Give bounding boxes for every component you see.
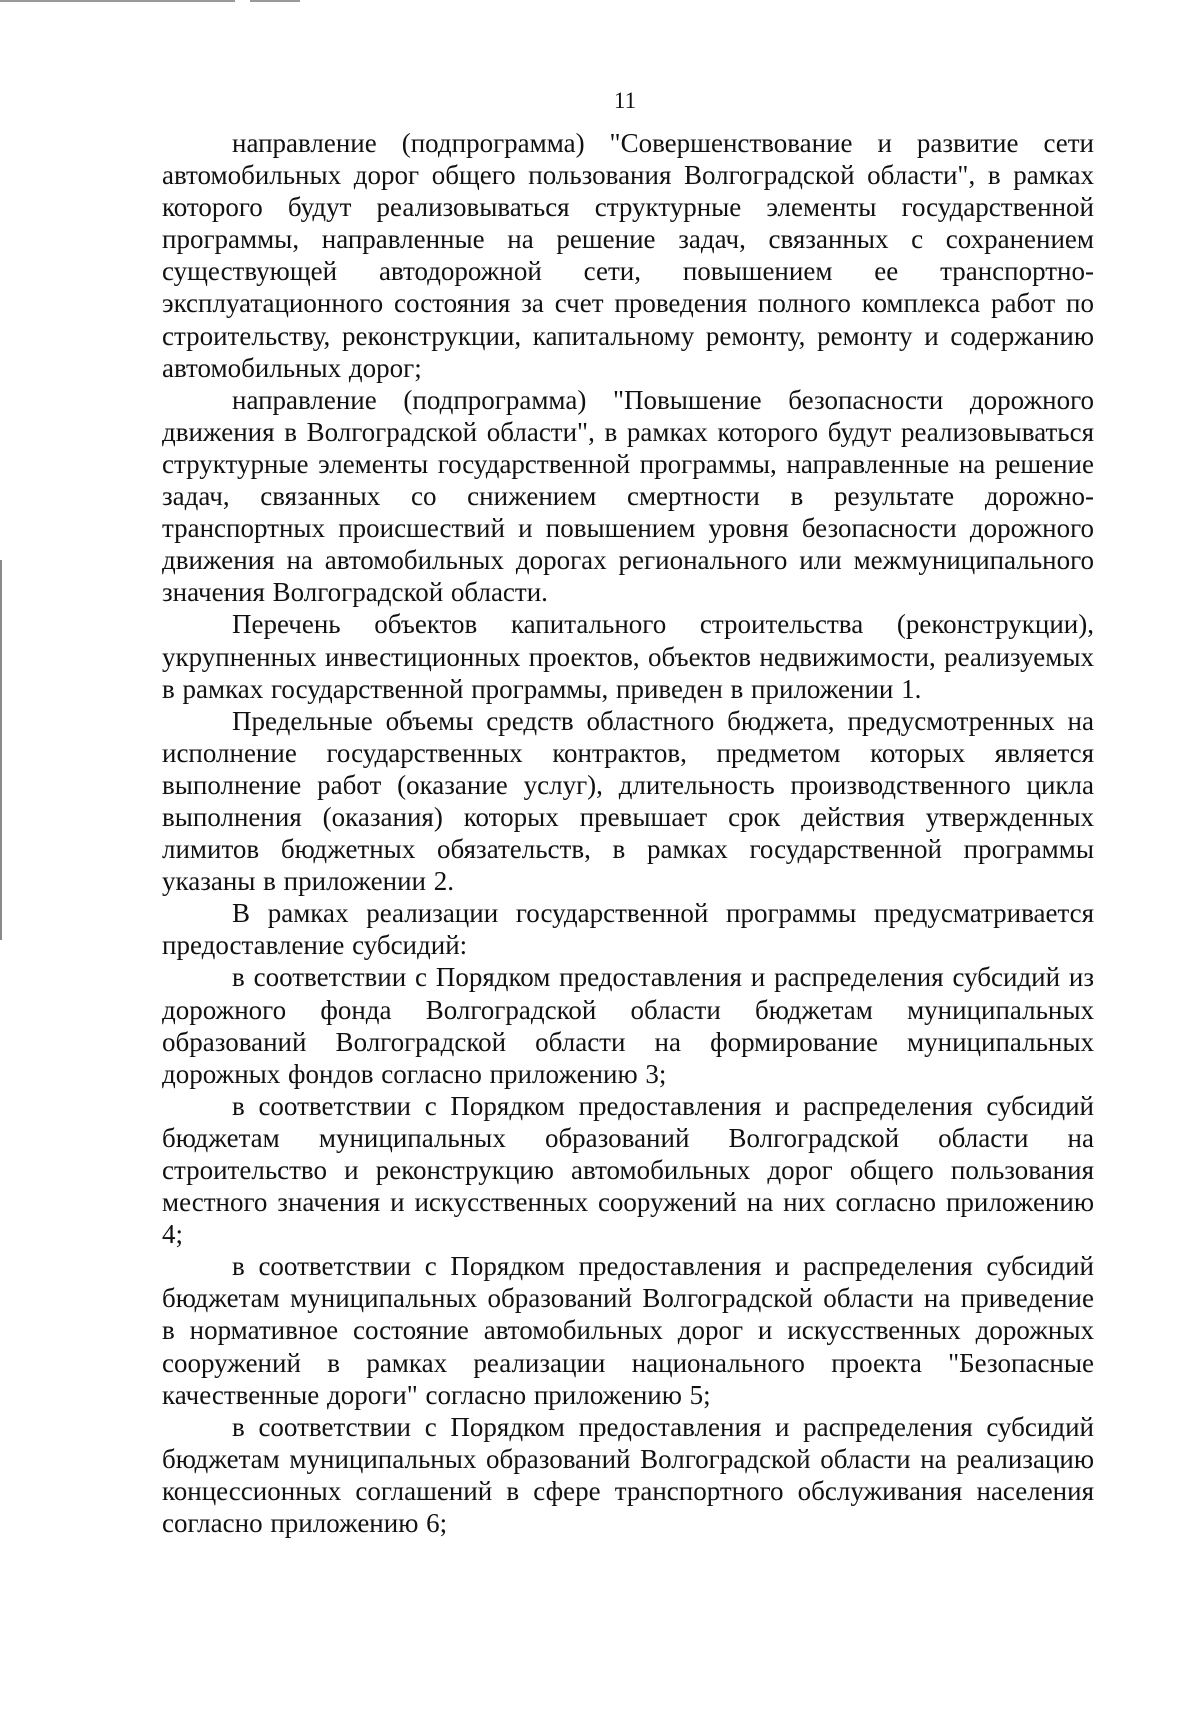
page-number: 11 xyxy=(613,88,637,113)
paragraph-subsidy-appendix-6: в соответствии с Порядком предоставления и распределения субсидий бюджетам муниципальных образований Волгоградской области на реализацию концессионных соглашений в сфере транспортного обслуживания населения согласно приложению 6; xyxy=(162,1411,1094,1539)
scan-edge-top xyxy=(0,0,1200,2)
paragraph-subsidy-appendix-5: в соответствии с Порядком предоставления и распределения субсидий бюджетам муниципальных образований Волгоградской области на приведение в нормативное состояние автомобильных дорог и искусственных дорожных сооружений в рамках реализации национального проекта "Безопасные качественные дороги" согласно приложению 5; xyxy=(162,1251,1094,1410)
document-body xyxy=(162,127,1094,1539)
scan-edge-left xyxy=(0,560,2,940)
paragraph-subsidy-appendix-4: в соответствии с Порядком предоставления и распределения субсидий бюджетам муниципальных образований Волгоградской области на строительство и реконструкцию автомобильных дорог общего пользования местного значения и искусственных сооружений на них согласно приложению 4; xyxy=(162,1090,1094,1250)
paragraph-subsidy-appendix-3: в соответствии с Порядком предоставления и распределения субсидий из дорожного фонда Волгоградской области бюджетам муниципальных образований Волгоградской области на формирование муниципальных дорожных фондов согласно приложению 3; xyxy=(162,962,1094,1089)
paragraph-budget-limits: Предельные объемы средств областного бюджета, предусмотренных на исполнение государственных контрактов, предметом которых является выполнение работ (оказание услуг), длительность производственного цикла выполнения (оказания) которых превышает срок действия утвержденных лимитов бюджетных обязательств, в рамках государственной программы указаны в приложении 2. xyxy=(162,705,1094,897)
paragraph-subprogram-road-network: направление (подпрограмма) "Совершенствование и развитие сети автомобильных дорог общего пользования Волгоградской области", в рамках которого будут реализовываться структурные элементы государственной программы, направленные на решение задач, связанных с сохранением существующей автодорожной сети, повышением ее транспортно-эксплуатационного состояния за счет проведения полного комплекса работ по строительству, реконструкции, капитальному ремонту, ремонту и содержанию автомобильных дорог; xyxy=(162,128,1094,383)
paragraph-capital-construction-list: Перечень объектов капитального строительства (реконструкции), укрупненных инвестиционных проектов, объектов недвижимости, реализуемых в рамках государственной программы, приведен в приложении 1. xyxy=(162,609,1094,704)
paragraph-subsidies-intro: В рамках реализации государственной программы предусматривается предоставление субсидий: xyxy=(162,898,1094,961)
paragraph-subprogram-road-safety: направление (подпрограмма) "Повышение безопасности дорожного движения в Волгоградской области", в рамках которого будут реализовываться структурные элементы государственной программы, направленные на решение задач, связанных со снижением смертности в результате дорожно-транспортных происшествий и повышением уровня безопасности дорожного движения на автомобильных дорогах регионального или межмуниципального значения Волгоградской области. xyxy=(162,384,1094,608)
